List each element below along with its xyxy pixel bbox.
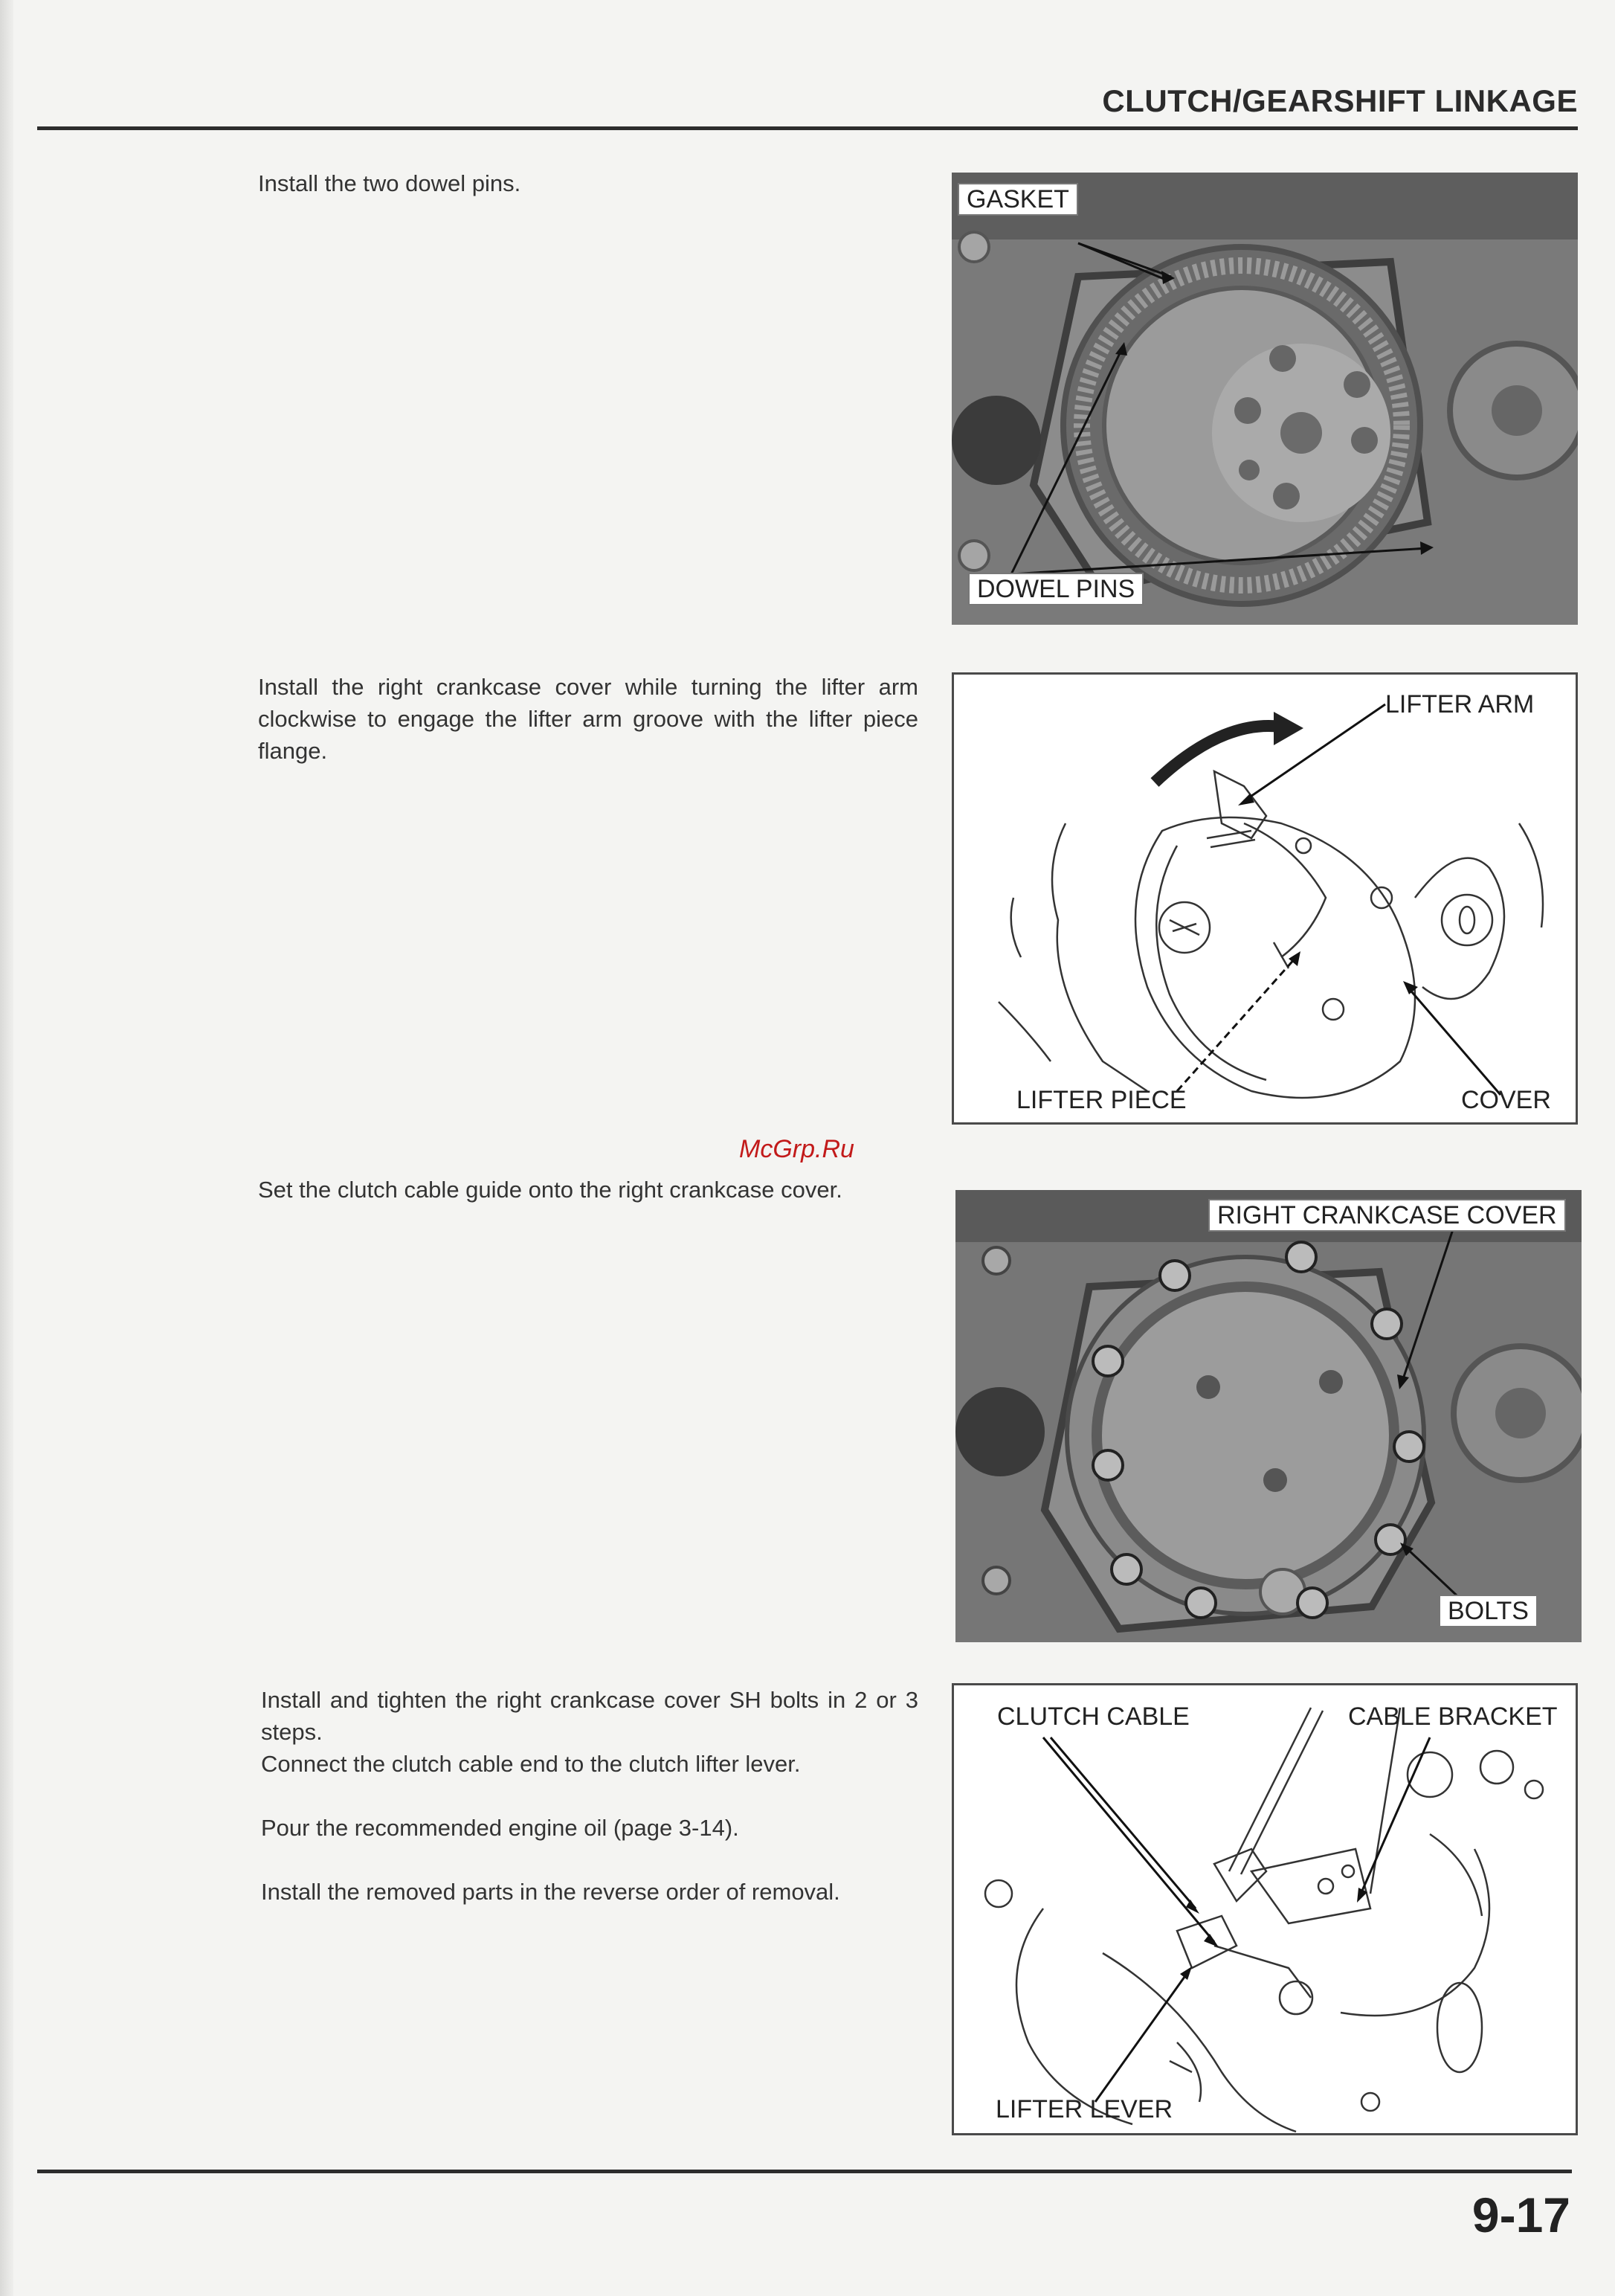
clutch-gasket-illustration	[952, 173, 1578, 625]
lifter-arm-label: LIFTER ARM	[1385, 690, 1535, 718]
paragraph: Install the two dowel pins.	[258, 170, 521, 196]
watermark: McGrp.Ru	[739, 1135, 854, 1163]
lifter-arm-drawing	[952, 672, 1578, 1125]
lifter-piece-label: LIFTER PIECE	[1016, 1086, 1187, 1114]
step-text-4	[261, 1684, 918, 1908]
lifter-arm-illustration	[954, 675, 1578, 1125]
paragraph: Connect the clutch cable end to the clutch lifter lever.	[261, 1751, 801, 1777]
clutch-cable-drawing	[952, 1683, 1578, 2135]
page-number: 9-17	[1471, 2187, 1570, 2242]
crankcase-cover-illustration	[955, 1190, 1582, 1642]
paragraph: Install the right crankcase cover while turning the lifter arm clockwise to engage the lifter arm groove with the lifter piece flange.	[258, 674, 918, 764]
header-rule	[37, 126, 1578, 130]
bolts-label: BOLTS	[1439, 1595, 1538, 1627]
clutch-gasket-photo	[952, 173, 1578, 625]
page-edge	[0, 0, 13, 2296]
step-text-2	[258, 671, 918, 767]
gasket-label: GASKET	[958, 183, 1078, 216]
lifter-lever-label: LIFTER LEVER	[996, 2095, 1173, 2123]
paragraph: Pour the recommended engine oil (page 3-14).	[261, 1815, 739, 1841]
dowel-pins-label: DOWEL PINS	[968, 573, 1144, 605]
step-text-1	[258, 167, 918, 199]
right-crankcase-cover-label: RIGHT CRANKCASE COVER	[1208, 1199, 1566, 1232]
section-title: CLUTCH/GEARSHIFT LINKAGE	[1102, 83, 1578, 118]
crankcase-cover-photo	[955, 1190, 1582, 1642]
clutch-cable-illustration	[954, 1685, 1578, 2135]
footer-rule	[37, 2170, 1572, 2173]
paragraph: Set the clutch cable guide onto the right crankcase cover.	[258, 1177, 842, 1203]
paragraph: Install and tighten the right crankcase cover SH bolts in 2 or 3 steps.	[261, 1687, 918, 1745]
clutch-cable-label: CLUTCH CABLE	[997, 1702, 1190, 1731]
cover-label: COVER	[1461, 1086, 1551, 1114]
paragraph: Install the removed parts in the reverse order of removal.	[261, 1879, 840, 1905]
step-text-3	[258, 1174, 918, 1206]
cable-bracket-label: CABLE BRACKET	[1348, 1702, 1558, 1731]
